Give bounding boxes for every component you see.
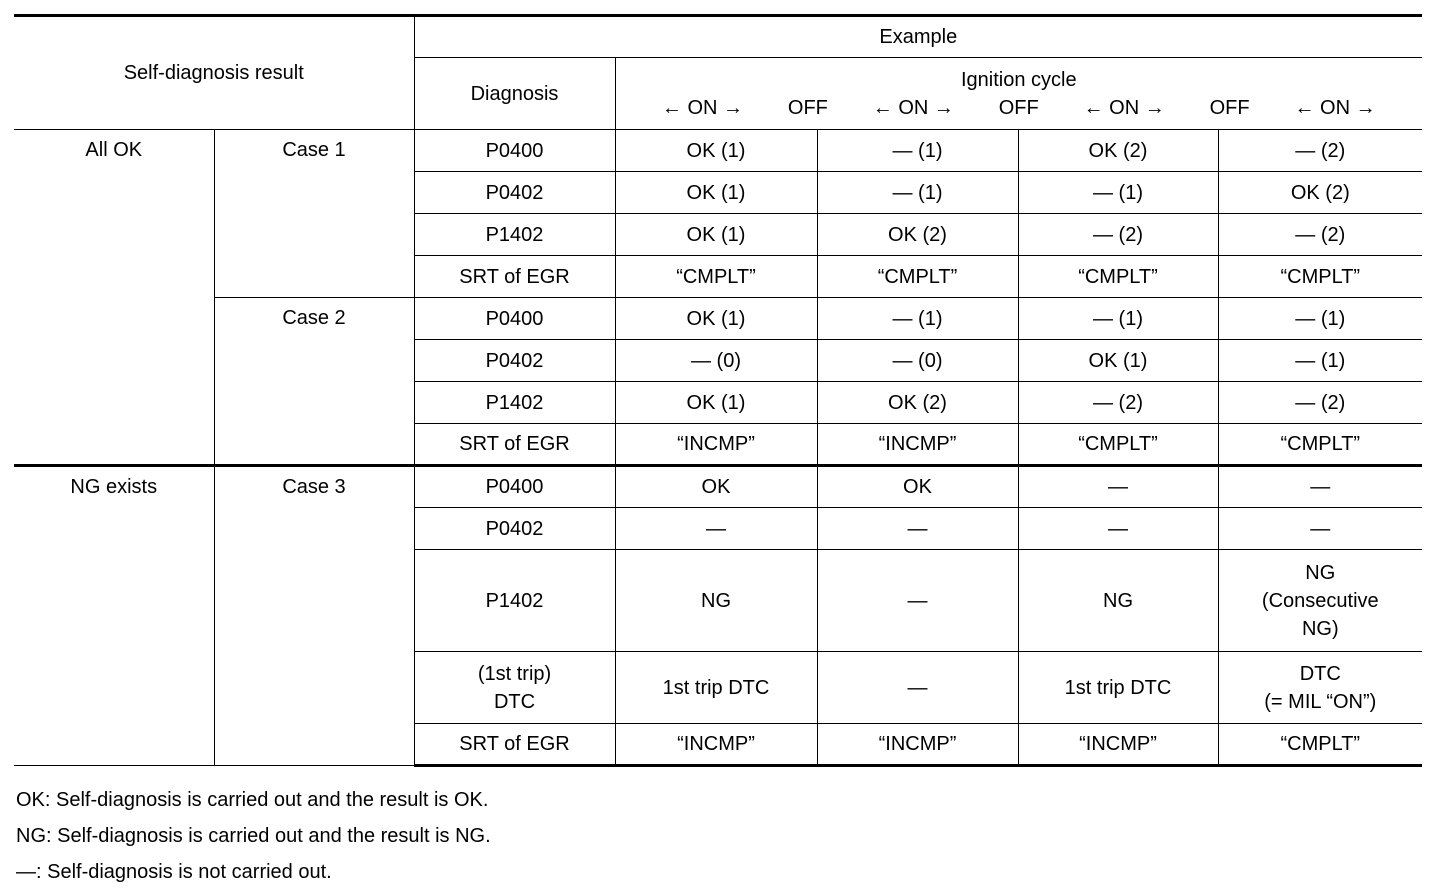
header-row-1 [14, 16, 1422, 58]
example-header: Example [414, 16, 1422, 58]
self-diagnosis-table-container [14, 14, 1422, 767]
value-cell: — [817, 508, 1018, 550]
legend-ng: NG: Self-diagnosis is carried out and the result is NG. [16, 825, 491, 847]
value-cell: OK [817, 466, 1018, 508]
diagnosis-cell: SRT of EGR [414, 424, 615, 466]
diagnosis-cell: P0400 [414, 466, 615, 508]
value-cell-multiline [1218, 550, 1422, 652]
value-line: NG) [1301, 617, 1339, 640]
diagnosis-cell: P0402 [414, 508, 615, 550]
value-cell: — (1) [1218, 298, 1422, 340]
value-cell: OK (2) [817, 214, 1018, 256]
value-cell: “CMPLT” [615, 256, 817, 298]
value-cell: — [817, 652, 1018, 724]
value-cell: OK (2) [1218, 172, 1422, 214]
table-row [14, 466, 1422, 508]
value-cell: OK (1) [615, 130, 817, 172]
value-cell: — (1) [1218, 340, 1422, 382]
value-cell: OK (2) [817, 382, 1018, 424]
value-line: NG [1305, 561, 1336, 584]
value-cell: “CMPLT” [1218, 424, 1422, 466]
value-cell: — (1) [817, 298, 1018, 340]
value-cell: OK (1) [615, 382, 817, 424]
value-cell: OK (1) [1018, 340, 1218, 382]
ignition-cycle-header [615, 58, 1422, 130]
seq-on-4: ← ON → [1294, 96, 1376, 119]
ignition-cycle-title: Ignition cycle [960, 68, 1077, 91]
table-row [14, 130, 1422, 172]
value-cell: — [1018, 508, 1218, 550]
value-cell: — [1218, 466, 1422, 508]
case-3-label: Case 3 [214, 466, 414, 766]
value-cell: “INCMP” [817, 424, 1018, 466]
self-diagnosis-result-header: Self-diagnosis result [14, 16, 414, 130]
ignition-sequence [620, 94, 1419, 122]
value-cell: — (1) [1018, 298, 1218, 340]
group-all-ok: All OK [14, 130, 214, 466]
value-cell: “CMPLT” [1218, 724, 1422, 766]
value-cell: — (2) [1218, 130, 1422, 172]
value-line: (Consecutive [1261, 589, 1379, 612]
diagnosis-cell: P1402 [414, 214, 615, 256]
diagnosis-cell: P0402 [414, 340, 615, 382]
seq-on-2: ← ON → [872, 96, 954, 119]
value-cell: — (0) [615, 340, 817, 382]
group-ng-exists: NG exists [14, 466, 214, 766]
value-cell: 1st trip DTC [615, 652, 817, 724]
value-cell: OK (1) [615, 172, 817, 214]
self-diagnosis-table [14, 14, 1422, 767]
diagnosis-cell: P0402 [414, 172, 615, 214]
case-2-label: Case 2 [214, 298, 414, 466]
legend [16, 782, 491, 890]
value-cell: “CMPLT” [1018, 256, 1218, 298]
case-1-label: Case 1 [214, 130, 414, 298]
diagnosis-cell: P0400 [414, 298, 615, 340]
value-cell: — (1) [1018, 172, 1218, 214]
value-cell: — [1018, 466, 1218, 508]
value-cell: “INCMP” [817, 724, 1018, 766]
value-cell: “CMPLT” [1018, 424, 1218, 466]
value-cell: NG [615, 550, 817, 652]
value-line: DTC [1299, 662, 1341, 685]
value-cell: NG [1018, 550, 1218, 652]
value-cell: “CMPLT” [817, 256, 1018, 298]
value-cell: OK [615, 466, 817, 508]
diagnosis-cell: P1402 [414, 382, 615, 424]
legend-dash: —: Self-diagnosis is not carried out. [16, 861, 332, 883]
value-line: (= MIL “ON”) [1264, 690, 1377, 713]
value-cell: — (1) [817, 172, 1018, 214]
value-cell: — [817, 550, 1018, 652]
value-cell: — [1218, 508, 1422, 550]
value-cell: — (2) [1218, 214, 1422, 256]
diagnosis-cell: SRT of EGR [414, 724, 615, 766]
diagnosis-line: DTC [493, 690, 536, 713]
diagnosis-header: Diagnosis [414, 58, 615, 130]
seq-off-2: OFF [998, 96, 1039, 119]
seq-on-3: ← ON → [1083, 96, 1165, 119]
seq-on-1: ← ON → [661, 96, 744, 119]
value-cell: — (2) [1018, 214, 1218, 256]
value-cell: — [615, 508, 817, 550]
seq-off-3: OFF [1209, 96, 1250, 119]
diagnosis-cell: SRT of EGR [414, 256, 615, 298]
diagnosis-cell: P1402 [414, 550, 615, 652]
value-cell: OK (2) [1018, 130, 1218, 172]
legend-ok: OK: Self-diagnosis is carried out and the result is OK. [16, 789, 489, 811]
value-cell: — (2) [1218, 382, 1422, 424]
value-cell: “CMPLT” [1218, 256, 1422, 298]
value-cell: OK (1) [615, 214, 817, 256]
diagnosis-cell-multiline [414, 652, 615, 724]
value-cell: 1st trip DTC [1018, 652, 1218, 724]
seq-off-1: OFF [787, 96, 828, 119]
table-row [14, 298, 1422, 340]
value-cell: “INCMP” [615, 724, 817, 766]
value-cell: — (1) [817, 130, 1018, 172]
value-cell: OK (1) [615, 298, 817, 340]
value-cell: — (2) [1018, 382, 1218, 424]
value-cell: “INCMP” [1018, 724, 1218, 766]
diagnosis-line: (1st trip) [477, 662, 552, 685]
value-cell-multiline [1218, 652, 1422, 724]
value-cell: — (0) [817, 340, 1018, 382]
value-cell: “INCMP” [615, 424, 817, 466]
diagnosis-cell: P0400 [414, 130, 615, 172]
